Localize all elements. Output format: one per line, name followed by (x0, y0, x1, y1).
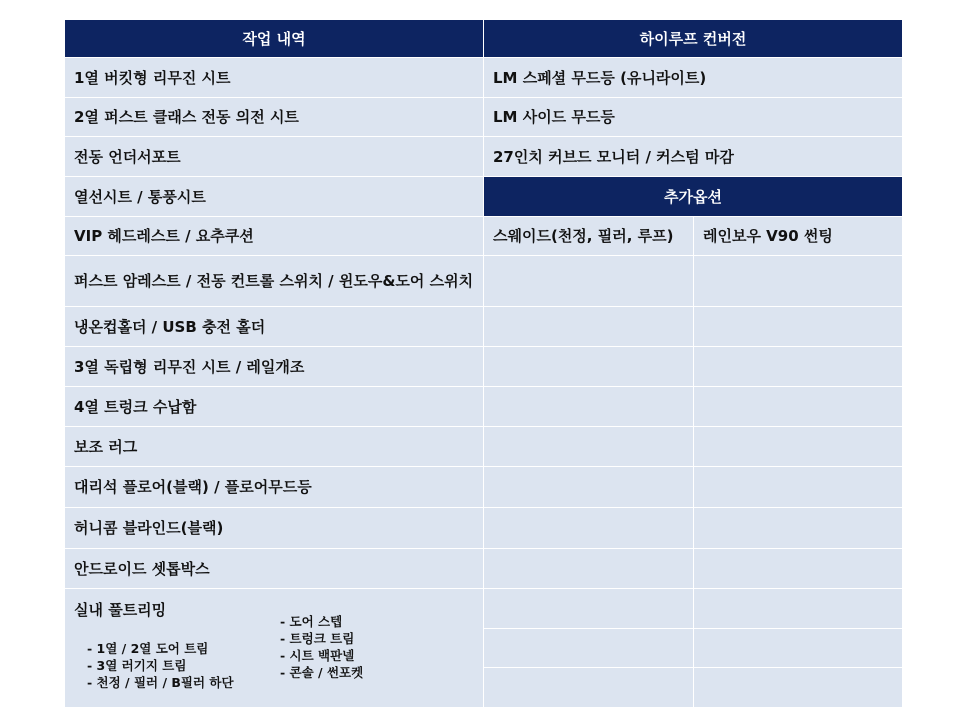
trim-bullet: - 1열 / 2열 도어 트림 (87, 641, 209, 656)
work-item: 냉온컵홀더 / USB 충전 홀더 (65, 307, 484, 347)
empty-cell (484, 668, 694, 708)
empty-cell (694, 256, 903, 307)
empty-cell (694, 589, 903, 629)
options-header: 추가옵션 (484, 177, 903, 217)
trim-bullet: - 도어 스텝 (280, 614, 343, 629)
work-item: 퍼스트 암레스트 / 전동 컨트롤 스위치 / 윈도우&도어 스위치 (65, 256, 484, 307)
empty-cell (484, 508, 694, 549)
empty-cell (694, 668, 903, 708)
trim-bullet: - 콘솔 / 썬포켓 (280, 665, 364, 680)
hiroof-header: 하이루프 컨버전 (484, 20, 903, 58)
empty-cell (694, 387, 903, 427)
work-item: 3열 독립형 리무진 시트 / 레일개조 (65, 347, 484, 387)
empty-cell (694, 347, 903, 387)
empty-cell (694, 427, 903, 467)
empty-cell (484, 387, 694, 427)
work-item: 대리석 플로어(블랙) / 플로어무드등 (65, 467, 484, 508)
empty-cell (484, 467, 694, 508)
empty-cell (484, 256, 694, 307)
hiroof-item: 27인치 커브드 모니터 / 커스텀 마감 (484, 137, 903, 177)
empty-cell (694, 467, 903, 508)
work-item: VIP 헤드레스트 / 요추쿠션 (65, 217, 484, 256)
work-item: 안드로이드 셋톱박스 (65, 549, 484, 589)
empty-cell (694, 629, 903, 668)
empty-cell (694, 549, 903, 589)
trim-bullet: - 3열 러기지 트림 (87, 658, 187, 673)
trim-bullet: - 트렁크 트림 (280, 631, 355, 646)
work-item: 허니콤 블라인드(블랙) (65, 508, 484, 549)
hiroof-item: LM 스페셜 무드등 (유니라이트) (484, 58, 903, 98)
empty-cell (484, 549, 694, 589)
option-item: 레인보우 V90 썬팅 (694, 217, 903, 256)
empty-cell (694, 307, 903, 347)
work-header: 작업 내역 (65, 20, 484, 58)
work-table (65, 20, 903, 708)
empty-cell (484, 589, 694, 629)
work-item: 4열 트렁크 수납함 (65, 387, 484, 427)
empty-cell (484, 427, 694, 467)
trim-title: 실내 풀트리밍 (74, 601, 167, 619)
empty-cell (484, 307, 694, 347)
empty-cell (484, 629, 694, 668)
work-item: 1열 버킷형 리무진 시트 (65, 58, 484, 98)
empty-cell (694, 508, 903, 549)
empty-cell (484, 347, 694, 387)
hiroof-item: LM 사이드 무드등 (484, 98, 903, 137)
trim-list-b (280, 613, 363, 681)
work-item: 열선시트 / 통풍시트 (65, 177, 484, 217)
work-item: 전동 언더서포트 (65, 137, 484, 177)
option-item: 스웨이드(천정, 필러, 루프) (484, 217, 694, 256)
work-item: 보조 러그 (65, 427, 484, 467)
trim-bullet: - 시트 백판넬 (280, 648, 355, 663)
trim-list-a (87, 640, 234, 691)
trim-bullet: - 천정 / 필러 / B필러 하단 (87, 675, 234, 690)
work-item: 2열 퍼스트 클래스 전동 의전 시트 (65, 98, 484, 137)
